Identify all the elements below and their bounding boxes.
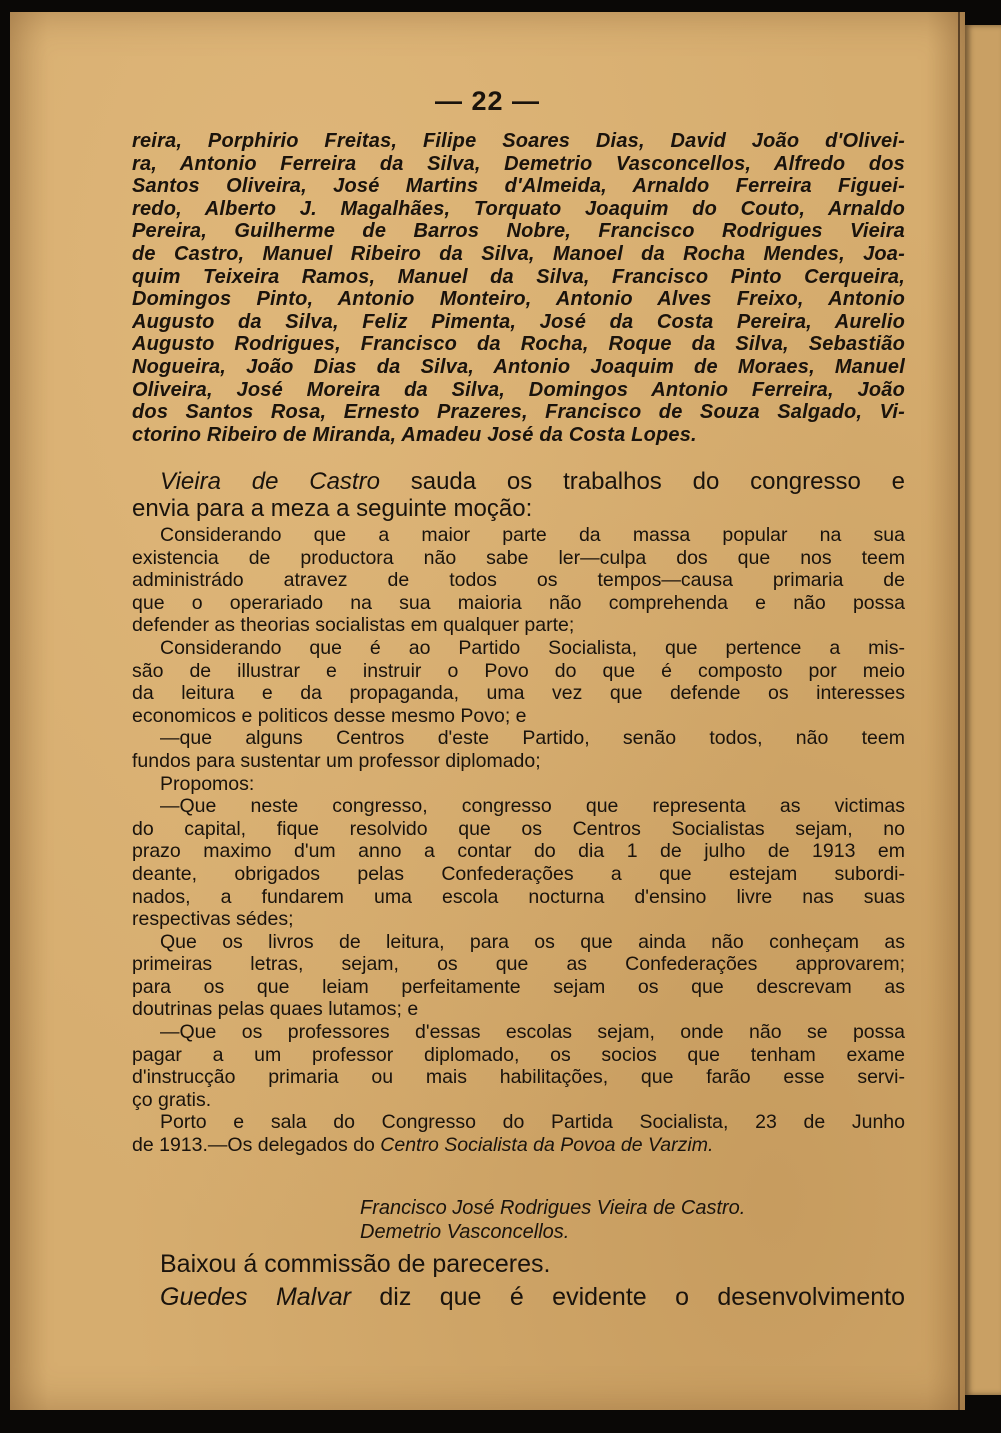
text-line: da leitura e da propaganda, uma vez que defende os interesses bbox=[132, 682, 905, 705]
text-line: que o operariado na sua maioria não comprehenda e não possa bbox=[132, 591, 905, 614]
text-line: pagar a um professor diplomado, os socios que tenham exame bbox=[132, 1043, 905, 1066]
text-line: redo, Alberto J. Magalhães, Torquato Joaquim do Couto, Arnaldo bbox=[132, 197, 905, 220]
intro-paragraph bbox=[132, 468, 905, 522]
text-line: do capital, fique resolvido que os Centros Socialistas sejam, no bbox=[132, 817, 905, 840]
text-line: fundos para sustentar um professor diplomado; bbox=[132, 749, 541, 772]
text-line: de Castro, Manuel Ribeiro da Silva, Manoel da Rocha Mendes, Joa- bbox=[132, 242, 905, 265]
text-line: Porto e sala do Congresso do Partida Socialista, 23 de Junho bbox=[160, 1111, 905, 1134]
text-line: defender as theorias socialistas em qualquer parte; bbox=[132, 614, 575, 637]
motion-paragraph bbox=[132, 524, 905, 1157]
text-line: administrádo atravez de todos os tempos—causa primaria de bbox=[132, 569, 905, 592]
text-line: Considerando que a maior parte da massa popular na sua bbox=[160, 524, 905, 546]
text-line: deante, obrigados pelas Confederações a que estejam subordi- bbox=[132, 862, 905, 885]
text-line: são de illustrar e instruir o Povo do que é composto por meio bbox=[132, 659, 905, 682]
text-fragment: sauda os trabalhos do congresso e bbox=[379, 468, 905, 495]
signature-block bbox=[360, 1196, 920, 1244]
text-line: envia para a meza a seguinte moção: bbox=[132, 495, 533, 522]
text-line: Domingos Pinto, Antonio Monteiro, Antonio Alves Freixo, Antonio bbox=[132, 288, 905, 311]
centre-name: Centro Socialista da Povoa de Varzim. bbox=[380, 1134, 714, 1157]
text-fragment: de 1913.—Os delegados do bbox=[132, 1134, 375, 1157]
page-spine bbox=[958, 12, 960, 1410]
text-line: Que os livros de leitura, para os que ainda não conheçam as bbox=[160, 930, 905, 953]
text-line: Augusto Rodrigues, Francisco da Rocha, Roque da Silva, Sebastião bbox=[132, 333, 905, 356]
text-line: —que alguns Centros d'este Partido, senão todos, não teem bbox=[160, 727, 905, 750]
text-line: Oliveira, José Moreira da Silva, Domingos Antonio Ferreira, João bbox=[132, 378, 905, 401]
delegate-names-paragraph bbox=[132, 130, 905, 446]
text-line: existencia de productora não sabe ler—culpa dos que nos teem bbox=[132, 546, 905, 569]
text-line: Pereira, Guilherme de Barros Nobre, Francisco Rodrigues Vieira bbox=[132, 220, 905, 243]
speaker-name: Vieira de Castro bbox=[160, 468, 380, 495]
text-line: nados, a fundarem uma escola nocturna d'ensino livre nas suas bbox=[132, 885, 905, 908]
text-line: —Que neste congresso, congresso que representa as victimas bbox=[160, 795, 905, 818]
text-line: economicos e politicos desse mesmo Povo; e bbox=[132, 704, 527, 727]
text-line: reira, Porphirio Freitas, Filipe Soares Dias, David João d'Olivei- bbox=[132, 130, 905, 152]
text-line bbox=[132, 468, 905, 495]
document-page bbox=[10, 12, 965, 1410]
adjacent-page-edge bbox=[965, 25, 1001, 1395]
speaker-name: Guedes Malvar bbox=[160, 1283, 351, 1311]
text-line: doutrinas pelas quaes lutamos; e bbox=[132, 998, 419, 1021]
text-line bbox=[132, 1281, 905, 1314]
text-line: prazo maximo d'um anno a contar do dia 1 de julho de 1913 em bbox=[132, 840, 905, 863]
text-line: Baixou á commissão de pareceres. bbox=[160, 1250, 551, 1278]
text-line: Santos Oliveira, José Martins d'Almeida, Arnaldo Ferreira Figuei- bbox=[132, 175, 905, 198]
text-line: —Que os professores d'essas escolas sejam, onde não se possa bbox=[160, 1021, 905, 1044]
page-number: — 22 — bbox=[434, 86, 541, 116]
text-line: ra, Antonio Ferreira da Silva, Demetrio Vasconcellos, Alfredo dos bbox=[132, 152, 905, 175]
text-line: dos Santos Rosa, Ernesto Prazeres, Francisco de Souza Salgado, Vi- bbox=[132, 401, 905, 424]
closing-paragraph bbox=[132, 1248, 905, 1314]
text-line: d'instrucção primaria ou mais habilitações, que farão esse servi- bbox=[132, 1066, 905, 1089]
text-fragment: diz que é evidente o desenvolvimento bbox=[350, 1283, 905, 1311]
text-line: quim Teixeira Ramos, Manuel da Silva, Francisco Pinto Cerqueira, bbox=[132, 265, 905, 288]
signature-line: Francisco José Rodrigues Vieira de Castro. bbox=[360, 1197, 746, 1219]
text-line: ço gratis. bbox=[132, 1088, 212, 1111]
signature-line: Demetrio Vasconcellos. bbox=[360, 1221, 570, 1243]
text-line: Nogueira, João Dias da Silva, Antonio Joaquim de Moraes, Manuel bbox=[132, 355, 905, 378]
text-line: para os que leiam perfeitamente sejam os que descrevam as bbox=[132, 975, 905, 998]
text-line: primeiras letras, sejam, os que as Confederações approvarem; bbox=[132, 953, 905, 976]
text-line bbox=[132, 1134, 905, 1157]
text-line: Augusto da Silva, Feliz Pimenta, José da Costa Pereira, Aurelio bbox=[132, 310, 905, 333]
text-line: respectivas sédes; bbox=[132, 908, 294, 931]
text-line: ctorino Ribeiro de Miranda, Amadeu José da Costa Lopes. bbox=[132, 423, 697, 446]
text-line: Propomos: bbox=[160, 772, 255, 795]
text-line: Considerando que é ao Partido Socialista, que pertence a mis- bbox=[160, 636, 905, 659]
